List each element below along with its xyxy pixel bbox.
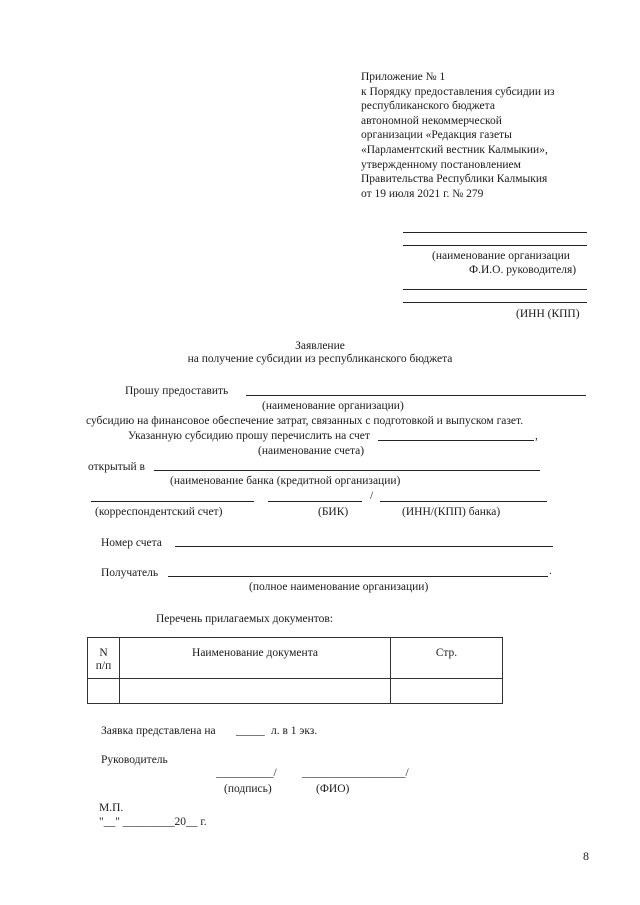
- header-doc-name-text: Наименование документа: [192, 647, 318, 659]
- inn-caption: (ИНН (КПП): [516, 308, 580, 320]
- appendix-block: [361, 70, 601, 201]
- submitted-prefix: Заявка представлена на: [101, 725, 216, 737]
- appendix-line: Правительства Республики Калмыкия: [361, 173, 548, 186]
- header-page: [391, 638, 503, 679]
- recipient-field[interactable]: [168, 576, 548, 577]
- slash-separator: /: [370, 490, 374, 502]
- appendix-line: автономной некоммерческой: [361, 114, 502, 127]
- stamp-label: М.П.: [99, 802, 124, 814]
- fio-blank[interactable]: __________________/: [302, 767, 409, 779]
- opened-label: открытый в: [88, 461, 145, 473]
- docs-list-label: Перечень прилагаемых документов:: [156, 613, 334, 625]
- signature-caption: (подпись): [224, 783, 272, 795]
- bank-name-field[interactable]: [154, 470, 540, 471]
- header-num: [88, 638, 120, 679]
- appendix-line: Приложение № 1: [361, 71, 446, 83]
- appendix-line: организации «Редакция газеты: [361, 129, 512, 142]
- date-line[interactable]: "__" _________20__ г.: [99, 816, 207, 828]
- bik-field[interactable]: [268, 501, 362, 502]
- account-caption: (наименование счета): [258, 445, 365, 457]
- recipient-dot: .: [549, 565, 552, 577]
- row-doc-name-cell[interactable]: [120, 679, 391, 704]
- documents-table: [87, 637, 503, 704]
- signature-blank[interactable]: __________/: [216, 767, 277, 779]
- row-page-cell[interactable]: [391, 679, 503, 704]
- addressee-line-1[interactable]: [403, 232, 587, 233]
- header-num-line-1: N: [99, 647, 108, 659]
- org-head-caption-2: Ф.И.О. руководителя): [469, 264, 577, 276]
- appendix-line: «Парламентский вестник Калмыкии»,: [361, 143, 548, 156]
- document-subtitle: на получение субсидии из республиканского бюджета: [187, 353, 453, 365]
- corr-account-field[interactable]: [91, 501, 254, 502]
- org-caption: (наименование организации): [262, 400, 404, 412]
- recipient-label: Получатель: [101, 567, 159, 579]
- org-head-caption-1: (наименование организации: [432, 250, 570, 262]
- request-org-field[interactable]: [246, 395, 586, 396]
- transfer-label: Указанную субсидию прошу перечислить на счет: [128, 430, 370, 442]
- addressee-line-3[interactable]: [403, 289, 587, 290]
- account-number-field[interactable]: [175, 546, 553, 547]
- recipient-caption: (полное наименование организации): [249, 581, 429, 593]
- appendix-line: республиканского бюджета: [361, 100, 495, 113]
- addressee-line-4[interactable]: [403, 302, 587, 303]
- addressee-line-2[interactable]: [403, 245, 587, 246]
- appendix-line: от 19 июля 2021 г. № 279: [361, 187, 484, 200]
- page-number: 8: [583, 849, 589, 863]
- bik-caption: (БИК): [318, 506, 349, 518]
- account-number-label: Номер счета: [101, 537, 162, 549]
- transfer-comma: ,: [535, 430, 538, 442]
- appendix-line: утвержденному постановлением: [361, 158, 521, 171]
- header-page-text: Стр.: [435, 647, 458, 659]
- appendix-line: к Порядку предоставления субсидии из: [361, 85, 555, 98]
- submitted-pages-blank[interactable]: _____: [236, 725, 265, 737]
- row-num-cell[interactable]: [88, 679, 120, 704]
- submitted-suffix: л. в 1 экз.: [271, 725, 318, 737]
- head-label: Руководитель: [101, 754, 168, 766]
- inn-bank-field[interactable]: [380, 501, 547, 502]
- fio-caption: (ФИО): [316, 783, 350, 795]
- header-num-line-2: п/п: [95, 660, 112, 672]
- inn-bank-caption: (ИНН/(КПП) банка): [402, 506, 501, 518]
- corr-caption: (корреспондентский счет): [95, 506, 223, 518]
- table-row[interactable]: [88, 679, 503, 704]
- bank-caption: (наименование банка (кредитной организации): [170, 475, 401, 487]
- transfer-account-field[interactable]: [378, 440, 534, 441]
- request-label: Прошу предоставить: [125, 385, 229, 397]
- purpose-text: субсидию на финансовое обеспечение затрат, связанных с подготовкой и выпуском газет.: [86, 415, 524, 427]
- header-doc-name: [120, 638, 391, 679]
- document-title: Заявление: [295, 340, 345, 352]
- table-header-row: [88, 638, 503, 679]
